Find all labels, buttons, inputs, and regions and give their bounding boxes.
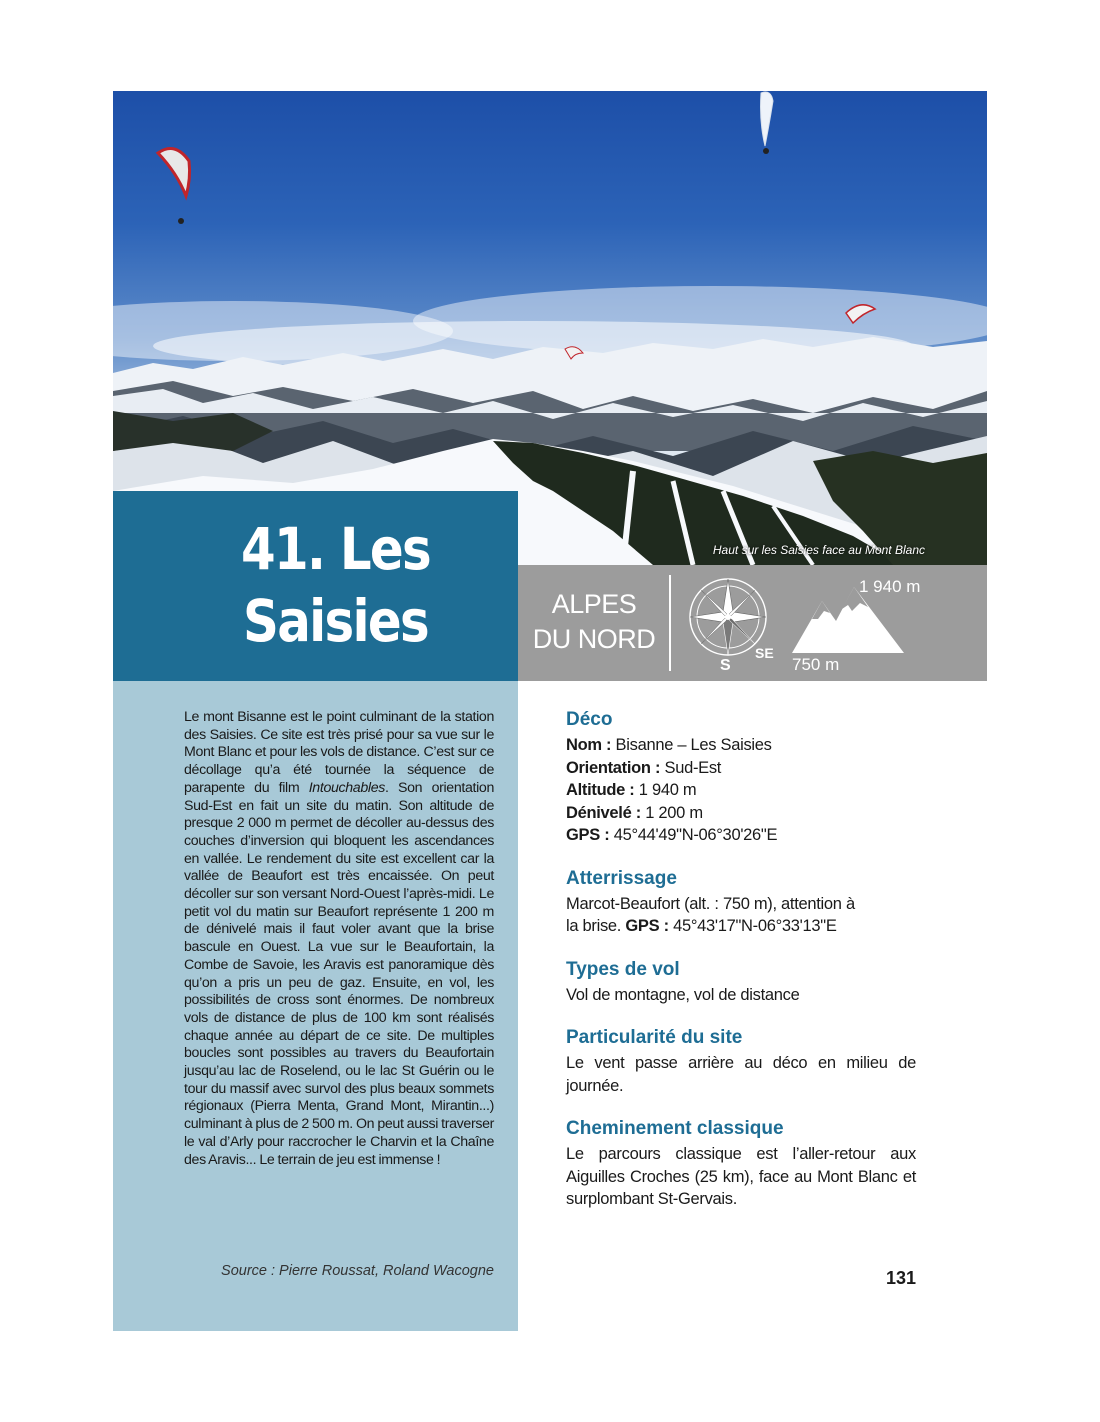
region-line-2: DU NORD xyxy=(532,624,656,654)
title-block xyxy=(113,491,518,681)
field-value: Bisanne – Les Saisies xyxy=(615,736,772,754)
deco-row xyxy=(566,757,916,780)
intro-text-part-2: . Son orientation Sud-Est en fait un site du matin. Son altitude de presque 2 000 m permet de décoller au-dessus des couches d’inversion qui bloquent les ascendances en vallée. Le rendement du site est excellent car la vallée de Beaufort est très encaissée. On peut décoller sur son versant Nord-Ouest l’après-midi. Le petit vol du matin sur Beaufort représente 1 200 m de dénivelé mais il faut voler avant que la brise bascule en Ouest. La vue sur le Beaufortain, la Combe de Savoie, les Aravis est panoramique dès qu’on a pris un peu de gaz. Ensuite, en vol, les possibilités de cross sont énormes. De nombreux vols de distance de plus de 100 km sont réalisés chaque année au départ de ce site. De multiples boucles sont possibles au travers du Beaufortain jusqu’au lac de Roselend, ou le lac St Guérin ou le tour du massif avec survol des plus beaux sommets régionaux (Pierra Menta, Grand Mont, Mirantin...) culminant à plus de 2 500 m. On peut aussi traverser le val d’Arly pour raccrocher le Charvin et la Chaîne des Aravis... Le terrain de jeu est immense ! xyxy=(184,779,494,1168)
field-value: 1 940 m xyxy=(638,781,697,799)
landing-line-1: Marcot-Beaufort (alt. : 750 m), attention à xyxy=(566,894,855,913)
site-info-bar xyxy=(518,565,987,681)
orientation-s-label: S xyxy=(720,657,731,674)
deco-row xyxy=(566,734,916,757)
film-title: Intouchables xyxy=(308,779,385,796)
section-heading: Atterrissage xyxy=(566,867,677,889)
landing-line-2 xyxy=(566,915,916,938)
title-line-2: Saisies xyxy=(243,587,428,655)
deco-row xyxy=(566,802,916,825)
section-heading: Déco xyxy=(566,709,613,730)
field-value: 45°44'49"N-06°30'26"E xyxy=(613,826,778,844)
intro-text xyxy=(184,709,494,1169)
region-label xyxy=(526,587,662,657)
title-line-1: 41. Les xyxy=(240,515,430,583)
field-label: GPS : xyxy=(566,826,610,844)
section-atterrissage xyxy=(566,867,916,938)
region-line-1: ALPES xyxy=(551,589,637,619)
page-title xyxy=(144,513,527,657)
intro-column xyxy=(113,681,518,1331)
field-label: Altitude : xyxy=(566,781,635,799)
landing-text: la brise. xyxy=(566,917,626,935)
altitude-bottom: 750 m xyxy=(792,655,840,674)
section-deco xyxy=(566,708,916,847)
section-text: Vol de montagne, vol de distance xyxy=(566,985,800,1004)
section-particularite xyxy=(566,1026,916,1097)
section-heading: Types de vol xyxy=(566,958,680,980)
section-heading: Cheminement classique xyxy=(566,1118,784,1139)
section-text: Le parcours classique est l’aller-retour aux Aiguilles Croches (25 km), face au Mont Blanc et surplombant St-Gervais. xyxy=(566,1145,916,1208)
field-label: Nom : xyxy=(566,736,612,754)
field-value: 45°43'17"N-06°33'13"E xyxy=(673,917,837,935)
details-column xyxy=(566,708,916,1231)
field-value: 1 200 m xyxy=(645,803,703,822)
page-number: 131 xyxy=(886,1268,917,1288)
field-label: Orientation : xyxy=(566,758,661,777)
deco-row xyxy=(566,779,916,802)
altitude-top: 1 940 m xyxy=(859,577,921,596)
photo-caption: Haut sur les Saisies face au Mont Blanc xyxy=(712,543,925,557)
section-cheminement xyxy=(566,1117,916,1211)
source-credit: Source : Pierre Roussat, Roland Wacogne xyxy=(221,1263,494,1279)
field-label: Dénivelé : xyxy=(566,803,641,822)
section-types-de-vol xyxy=(566,958,916,1007)
section-text: Le vent passe arrière au déco en milieu de journée. xyxy=(566,1054,916,1095)
intro-text-part-1: Le mont Bisanne est le point culminant de la station des Saisies. Ce site est très prisé pour sa vue sur le Mont Blanc et pour les vols de distance. C’est sur ce décollage qu’a été tournée la séquence de parapente du film xyxy=(184,709,494,796)
field-label: GPS : xyxy=(625,917,669,935)
section-heading: Particularité du site xyxy=(566,1027,743,1048)
deco-row xyxy=(566,824,916,847)
field-value: Sud-Est xyxy=(664,758,722,777)
orientation-se-label: SE xyxy=(755,645,774,661)
divider xyxy=(669,575,671,671)
